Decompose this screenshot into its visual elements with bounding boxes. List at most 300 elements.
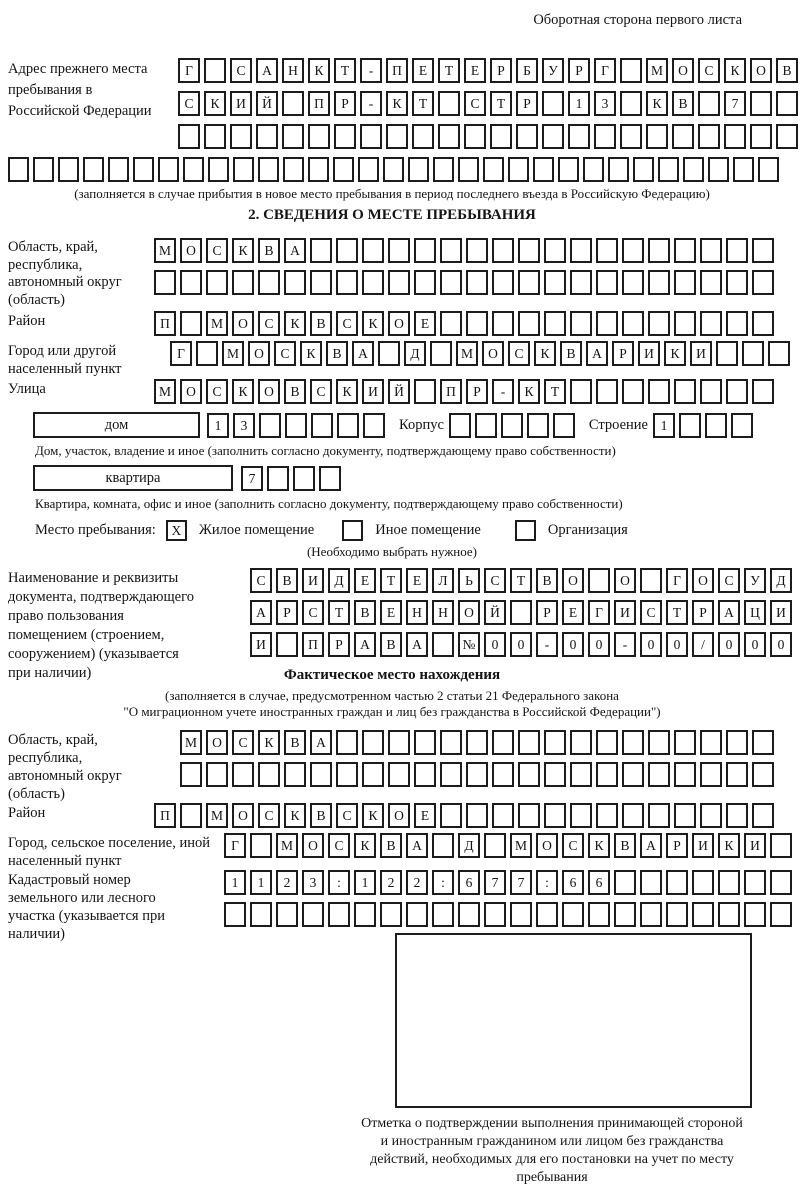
section2-title: 2. СВЕДЕНИЯ О МЕСТЕ ПРЕБЫВАНИЯ xyxy=(248,207,536,223)
char-box: 1 xyxy=(354,870,376,895)
char-box xyxy=(334,124,356,149)
char-box: : xyxy=(432,870,454,895)
char-box xyxy=(256,124,278,149)
char-box: 6 xyxy=(562,870,584,895)
char-box xyxy=(726,803,748,828)
char-box xyxy=(544,238,566,263)
char-box xyxy=(466,762,488,787)
char-box xyxy=(614,902,636,927)
char-box: И xyxy=(302,568,324,593)
char-box: И xyxy=(614,600,636,625)
char-box xyxy=(672,124,694,149)
char-box xyxy=(614,870,636,895)
stroenie-row xyxy=(653,413,757,438)
char-box: 6 xyxy=(458,870,480,895)
char-box xyxy=(596,762,618,787)
char-box xyxy=(544,803,566,828)
char-box xyxy=(718,902,740,927)
document-row-3 xyxy=(250,632,800,657)
char-box: И xyxy=(250,632,272,657)
char-box xyxy=(492,311,514,336)
char-box xyxy=(570,762,592,787)
char-box: Т xyxy=(666,600,688,625)
char-box: С xyxy=(562,833,584,858)
char-box xyxy=(224,902,246,927)
char-box xyxy=(492,238,514,263)
city-label: Город или другой населенный пункт xyxy=(8,343,122,377)
char-box: Й xyxy=(388,379,410,404)
char-box: 3 xyxy=(594,91,616,116)
char-box xyxy=(204,124,226,149)
char-box xyxy=(622,762,644,787)
char-box: - xyxy=(614,632,636,657)
char-box: К xyxy=(232,379,254,404)
char-box xyxy=(750,124,772,149)
char-box xyxy=(449,413,471,438)
char-box: О xyxy=(692,568,714,593)
char-box: М xyxy=(206,803,228,828)
char-box: - xyxy=(360,91,382,116)
char-box xyxy=(648,803,670,828)
char-box xyxy=(108,157,129,182)
char-box xyxy=(776,91,798,116)
char-box xyxy=(622,311,644,336)
char-box: Г xyxy=(588,600,610,625)
char-box: К xyxy=(232,238,254,263)
char-box: Г xyxy=(666,568,688,593)
char-box: О xyxy=(180,238,202,263)
char-box: Е xyxy=(464,58,486,83)
char-box: С xyxy=(698,58,720,83)
char-box: М xyxy=(222,341,244,366)
char-box: Т xyxy=(334,58,356,83)
char-box: В xyxy=(380,632,402,657)
char-box: О xyxy=(302,833,324,858)
char-box: Р xyxy=(612,341,634,366)
char-box xyxy=(648,762,670,787)
char-box xyxy=(336,762,358,787)
char-box xyxy=(658,157,679,182)
char-box xyxy=(648,270,670,295)
char-box: К xyxy=(718,833,740,858)
char-box xyxy=(752,311,774,336)
char-box xyxy=(8,157,29,182)
char-box: А xyxy=(256,58,278,83)
char-box: К xyxy=(284,803,306,828)
char-box: Р xyxy=(334,91,356,116)
char-box xyxy=(258,270,280,295)
char-box xyxy=(705,413,727,438)
char-box xyxy=(230,124,252,149)
option-residential-label: Жилое помещение xyxy=(198,522,315,538)
char-box xyxy=(733,157,754,182)
district-row xyxy=(154,311,800,336)
char-box xyxy=(770,833,792,858)
char-box xyxy=(768,341,790,366)
char-box xyxy=(311,413,333,438)
char-box: С xyxy=(178,91,200,116)
char-box: П xyxy=(302,632,324,657)
char-box xyxy=(648,238,670,263)
char-box: К xyxy=(258,730,280,755)
char-box xyxy=(208,157,229,182)
char-box: 3 xyxy=(302,870,324,895)
char-box xyxy=(466,238,488,263)
char-box xyxy=(206,762,228,787)
char-box: Е xyxy=(406,568,428,593)
char-box xyxy=(544,311,566,336)
char-box: О xyxy=(232,803,254,828)
char-box xyxy=(440,730,462,755)
char-box: П xyxy=(440,379,462,404)
char-box xyxy=(674,311,696,336)
char-box: С xyxy=(718,568,740,593)
char-box: Е xyxy=(380,600,402,625)
city-row xyxy=(170,341,800,366)
char-box xyxy=(622,803,644,828)
char-box xyxy=(758,157,779,182)
char-box: М xyxy=(510,833,532,858)
char-box: С xyxy=(464,91,486,116)
cadastral-row-2 xyxy=(224,902,800,927)
char-box xyxy=(742,341,764,366)
char-box: С xyxy=(258,803,280,828)
char-box xyxy=(440,762,462,787)
char-box xyxy=(770,902,792,927)
char-box xyxy=(700,730,722,755)
char-box xyxy=(518,730,540,755)
char-box xyxy=(750,91,772,116)
char-box: А xyxy=(284,238,306,263)
city-block xyxy=(0,341,800,377)
char-box xyxy=(180,803,202,828)
actual-city-label: Город, сельское поселение, иной населенный пункт xyxy=(8,835,211,869)
char-box xyxy=(430,341,452,366)
char-box xyxy=(679,413,701,438)
char-box xyxy=(568,124,590,149)
char-box xyxy=(354,902,376,927)
char-box xyxy=(250,902,272,927)
apartment-type-box: квартира xyxy=(33,465,233,491)
char-box: С xyxy=(274,341,296,366)
char-box: 1 xyxy=(250,870,272,895)
char-box xyxy=(484,902,506,927)
char-box: А xyxy=(640,833,662,858)
char-box xyxy=(633,157,654,182)
char-box: К xyxy=(518,379,540,404)
char-box: В xyxy=(776,58,798,83)
char-box: Т xyxy=(544,379,566,404)
char-box xyxy=(362,270,384,295)
apartment-note: Квартира, комната, офис и иное (заполнить согласно документу, подтверждающему право собственности) xyxy=(35,496,623,511)
char-box xyxy=(726,270,748,295)
char-box xyxy=(553,413,575,438)
char-box xyxy=(666,902,688,927)
char-box: О xyxy=(536,833,558,858)
char-box xyxy=(752,730,774,755)
char-box xyxy=(333,157,354,182)
char-box xyxy=(283,157,304,182)
char-box: / xyxy=(692,632,714,657)
char-box: С xyxy=(206,238,228,263)
char-box xyxy=(310,238,332,263)
actual-region-label: Область, край, республика, автономный округ (область) xyxy=(8,732,122,802)
house-number-row xyxy=(207,413,389,438)
char-box: В xyxy=(310,311,332,336)
char-box: П xyxy=(386,58,408,83)
char-box xyxy=(583,157,604,182)
char-box: О xyxy=(258,379,280,404)
char-box xyxy=(308,124,330,149)
char-box: 0 xyxy=(666,632,688,657)
char-box xyxy=(383,157,404,182)
char-box xyxy=(466,311,488,336)
checkbox-other-premises xyxy=(342,520,363,541)
char-box: С xyxy=(336,803,358,828)
char-box xyxy=(267,466,289,491)
char-box xyxy=(726,238,748,263)
char-box xyxy=(726,762,748,787)
district-label: Район xyxy=(8,313,46,329)
char-box: С xyxy=(508,341,530,366)
actual-region-row-2 xyxy=(180,762,800,787)
char-box xyxy=(133,157,154,182)
char-box: Р xyxy=(516,91,538,116)
char-box: И xyxy=(744,833,766,858)
char-box: Р xyxy=(276,600,298,625)
char-box xyxy=(475,413,497,438)
char-box xyxy=(458,902,480,927)
actual-district-label: Район xyxy=(8,805,46,821)
char-box xyxy=(726,311,748,336)
char-box: - xyxy=(360,58,382,83)
char-box: 7 xyxy=(241,466,263,491)
char-box xyxy=(640,902,662,927)
char-box: М xyxy=(154,238,176,263)
char-box xyxy=(674,730,696,755)
char-box: М xyxy=(276,833,298,858)
char-box xyxy=(33,157,54,182)
char-box: В xyxy=(672,91,694,116)
char-box: С xyxy=(328,833,350,858)
char-box xyxy=(204,58,226,83)
char-box xyxy=(282,91,304,116)
char-box xyxy=(731,413,753,438)
cadastral-label: Кадастровый номер земельного или лесного участка (указывается при наличии) xyxy=(8,872,165,942)
char-box xyxy=(484,833,506,858)
char-box xyxy=(490,124,512,149)
char-box: О xyxy=(388,311,410,336)
char-box xyxy=(700,238,722,263)
char-box xyxy=(388,730,410,755)
char-box xyxy=(510,600,532,625)
char-box xyxy=(640,870,662,895)
char-box: К xyxy=(664,341,686,366)
char-box: Д xyxy=(458,833,480,858)
char-box: В xyxy=(276,568,298,593)
korpus-label: Корпус xyxy=(399,416,444,433)
stamp-caption: Отметка о подтверждении выполнения принимающей стороной и иностранным гражданином или лицом без гражданства действий, необходимых для его постановки на учет по месту пребывания xyxy=(361,1116,743,1185)
char-box xyxy=(285,413,307,438)
char-box: О xyxy=(562,568,584,593)
char-box xyxy=(406,902,428,927)
char-box: Р xyxy=(568,58,590,83)
char-box: - xyxy=(492,379,514,404)
char-box: К xyxy=(724,58,746,83)
char-box xyxy=(492,270,514,295)
char-box xyxy=(414,270,436,295)
char-box xyxy=(648,730,670,755)
char-box xyxy=(440,311,462,336)
char-box xyxy=(700,379,722,404)
char-box xyxy=(752,238,774,263)
char-box: С xyxy=(484,568,506,593)
char-box xyxy=(640,568,662,593)
char-box xyxy=(310,270,332,295)
char-box xyxy=(683,157,704,182)
char-box: В xyxy=(258,238,280,263)
char-box: Г xyxy=(178,58,200,83)
char-box: 2 xyxy=(406,870,428,895)
stay-type-row xyxy=(35,520,800,541)
char-box: Р xyxy=(536,600,558,625)
char-box xyxy=(154,270,176,295)
char-box: К xyxy=(354,833,376,858)
char-box: Е xyxy=(412,58,434,83)
actual-location-title: Фактическое место нахождения xyxy=(283,667,501,683)
char-box xyxy=(414,762,436,787)
char-box xyxy=(58,157,79,182)
char-box xyxy=(432,833,454,858)
char-box: Л xyxy=(432,568,454,593)
char-box xyxy=(458,157,479,182)
char-box xyxy=(708,157,729,182)
cadastral-block xyxy=(0,870,800,942)
actual-city-row xyxy=(224,833,800,858)
char-box: А xyxy=(718,600,740,625)
region-row-2 xyxy=(154,270,800,295)
char-box xyxy=(380,902,402,927)
char-box xyxy=(250,833,272,858)
char-box xyxy=(308,157,329,182)
actual-location-note-1: (заполняется в случае, предусмотренном частью 2 статьи 21 Федерального закона xyxy=(165,688,619,703)
char-box xyxy=(180,311,202,336)
char-box xyxy=(752,379,774,404)
char-box xyxy=(570,803,592,828)
char-box xyxy=(276,632,298,657)
char-box xyxy=(464,124,486,149)
char-box: К xyxy=(204,91,226,116)
char-box: С xyxy=(302,600,324,625)
char-box: В xyxy=(284,379,306,404)
char-box xyxy=(414,730,436,755)
region-row-1 xyxy=(154,238,800,263)
char-box xyxy=(293,466,315,491)
char-box: О xyxy=(672,58,694,83)
apartment-number-row xyxy=(241,466,345,491)
char-box: П xyxy=(154,311,176,336)
char-box xyxy=(596,379,618,404)
street-label: Улица xyxy=(8,381,46,397)
street-row xyxy=(154,379,800,404)
char-box xyxy=(183,157,204,182)
char-box xyxy=(726,730,748,755)
char-box: Г xyxy=(224,833,246,858)
char-box: А xyxy=(354,632,376,657)
char-box: О xyxy=(248,341,270,366)
char-box: К xyxy=(588,833,610,858)
char-box: Е xyxy=(414,311,436,336)
char-box: В xyxy=(560,341,582,366)
char-box xyxy=(440,270,462,295)
char-box xyxy=(692,870,714,895)
char-box xyxy=(776,124,798,149)
char-box xyxy=(744,902,766,927)
char-box xyxy=(518,762,540,787)
char-box xyxy=(570,270,592,295)
char-box: 1 xyxy=(224,870,246,895)
char-box: 0 xyxy=(562,632,584,657)
char-box xyxy=(608,157,629,182)
char-box: 2 xyxy=(380,870,402,895)
char-box xyxy=(412,124,434,149)
char-box xyxy=(233,157,254,182)
char-box xyxy=(596,803,618,828)
char-box: 6 xyxy=(588,870,610,895)
actual-district-row xyxy=(154,803,800,828)
char-box xyxy=(337,413,359,438)
char-box: К xyxy=(386,91,408,116)
char-box xyxy=(158,157,179,182)
char-box xyxy=(744,870,766,895)
char-box: В xyxy=(354,600,376,625)
char-box xyxy=(518,238,540,263)
char-box xyxy=(700,270,722,295)
stay-type-label: Место пребывания: xyxy=(35,522,156,538)
char-box: Г xyxy=(594,58,616,83)
char-box: Т xyxy=(328,600,350,625)
char-box: О xyxy=(458,600,480,625)
char-box xyxy=(674,803,696,828)
char-box: 1 xyxy=(653,413,675,438)
char-box: Ь xyxy=(458,568,480,593)
char-box xyxy=(282,124,304,149)
char-box: И xyxy=(692,833,714,858)
char-box xyxy=(501,413,523,438)
char-box xyxy=(408,157,429,182)
char-box: Н xyxy=(406,600,428,625)
char-box xyxy=(284,270,306,295)
char-box: С xyxy=(232,730,254,755)
char-box xyxy=(562,902,584,927)
char-box: Б xyxy=(516,58,538,83)
char-box: Т xyxy=(380,568,402,593)
char-box xyxy=(622,379,644,404)
char-box: О xyxy=(180,379,202,404)
cadastral-row-1 xyxy=(224,870,800,895)
house-row xyxy=(33,412,800,438)
char-box xyxy=(726,379,748,404)
char-box xyxy=(724,124,746,149)
checkbox-residential-mark: X xyxy=(171,522,182,538)
char-box xyxy=(533,157,554,182)
choose-note: (Необходимо выбрать нужное) xyxy=(306,544,478,559)
char-box xyxy=(518,311,540,336)
char-box: 0 xyxy=(744,632,766,657)
char-box xyxy=(178,124,200,149)
char-box xyxy=(518,270,540,295)
char-box: Г xyxy=(170,341,192,366)
